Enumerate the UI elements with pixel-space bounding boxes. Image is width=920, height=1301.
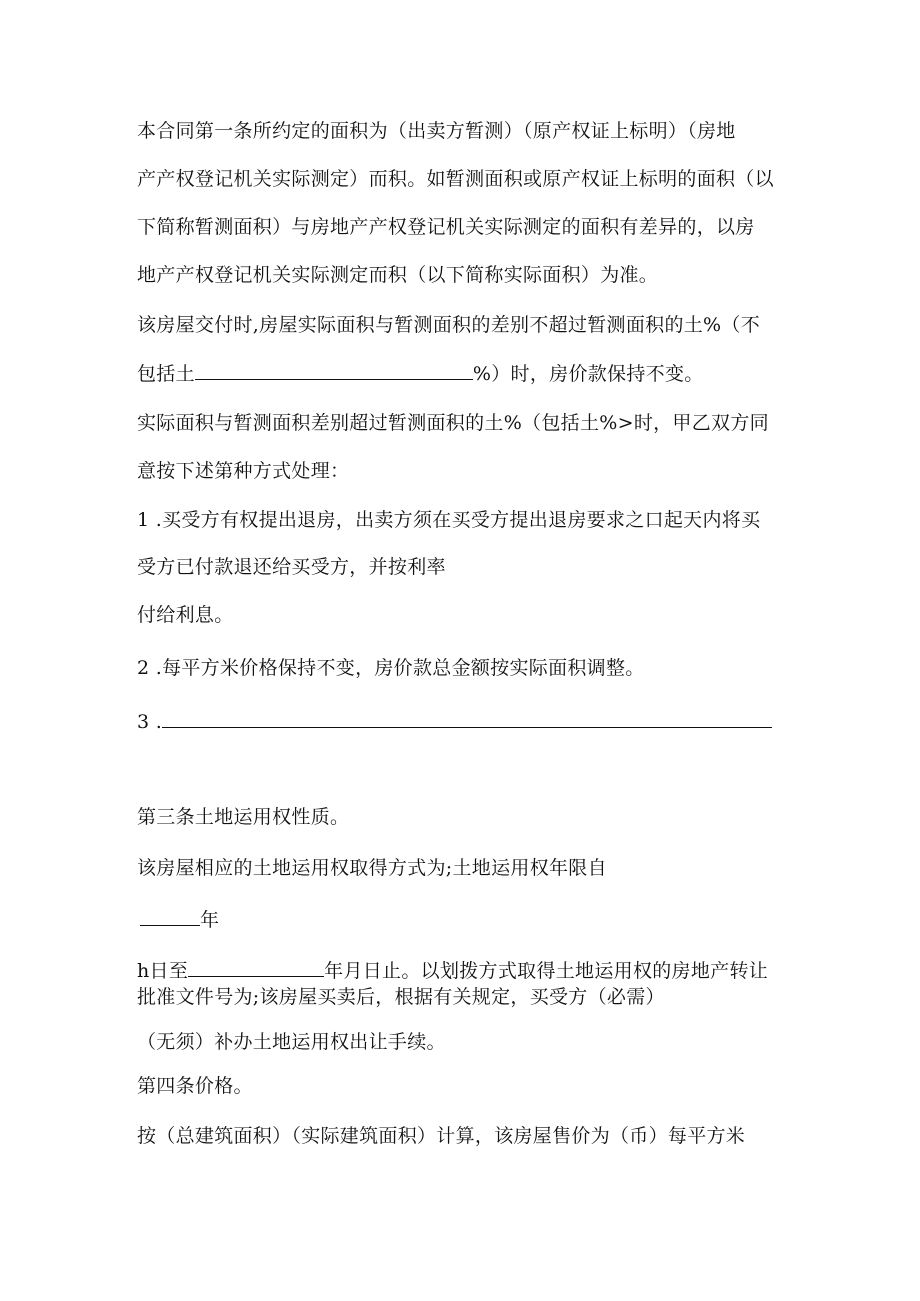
paragraph-line: 地产产权登记机关实际测定而积（以下简称实际面积）为准。 [137, 264, 659, 286]
fill-in-blank [195, 361, 473, 380]
paragraph-line: 付给利息。 [137, 604, 234, 626]
paragraph-line: 实际面积与暂测面积差别超过暂测面积的土%（包括土%>时，甲乙双方同 [137, 412, 769, 434]
paragraph-line: （无须）补办土地运用权出让手续。 [137, 1031, 446, 1053]
paragraph-line-with-blank [137, 361, 704, 386]
line-suffix: 年月日止。以划拨方式取得土地运用权的房地产转让 [324, 960, 769, 982]
paragraph-line: 本合同第一条所约定的面积为（出卖方暂测）（原产权证上标明）（房地 [137, 120, 736, 142]
fill-in-blank [188, 958, 324, 977]
paragraph-line: 受方已付款退还给买受方，并按利率 [137, 556, 446, 578]
paragraph-line: 该房屋相应的土地运用权取得方式为;土地运用权年限自 [137, 857, 607, 879]
paragraph-line: 按（总建筑面积）（实际建筑面积）计算，该房屋售价为（币）每平方米 [137, 1125, 746, 1147]
fill-in-blank [140, 907, 200, 926]
fill-in-blank [162, 709, 772, 728]
paragraph-line: 2 .每平方米价格保持不变，房价款总金额按实际面积调整。 [137, 657, 645, 679]
line-prefix: h日至 [137, 960, 189, 982]
paragraph-line: 批准文件号为;该房屋买卖后，根据有关规定，买受方（必需） [137, 986, 665, 1008]
paragraph-line: 意按下述第种方式处理： [137, 460, 350, 482]
paragraph-line: 该房屋交付时,房屋实际面积与暂测面积的差别不超过暂测面积的土%（不 [137, 314, 760, 336]
year-line [140, 907, 219, 932]
year-label: 年 [200, 909, 220, 931]
paragraph-line: 1 .买受方有权提出退房，出卖方须在买受方提出退房要求之口起天内将买 [137, 509, 761, 531]
item-3-number: 3 . [137, 711, 163, 733]
paragraph-line: 下简称暂测面积）与房地产产权登记机关实际测定的面积有差异的，以房 [137, 216, 755, 238]
paragraph-line: 产产权登记机关实际测定）而积。如暂测面积或原产权证上标明的面积（以 [137, 168, 774, 190]
line-prefix: 包括土 [137, 363, 195, 385]
item-3-line [137, 709, 772, 734]
date-range-line [137, 958, 768, 983]
section-heading: 第三条土地运用权性质。 [137, 806, 350, 828]
line-suffix: %）时，房价款保持不变。 [472, 363, 704, 385]
section-heading: 第四条价格。 [137, 1075, 253, 1097]
